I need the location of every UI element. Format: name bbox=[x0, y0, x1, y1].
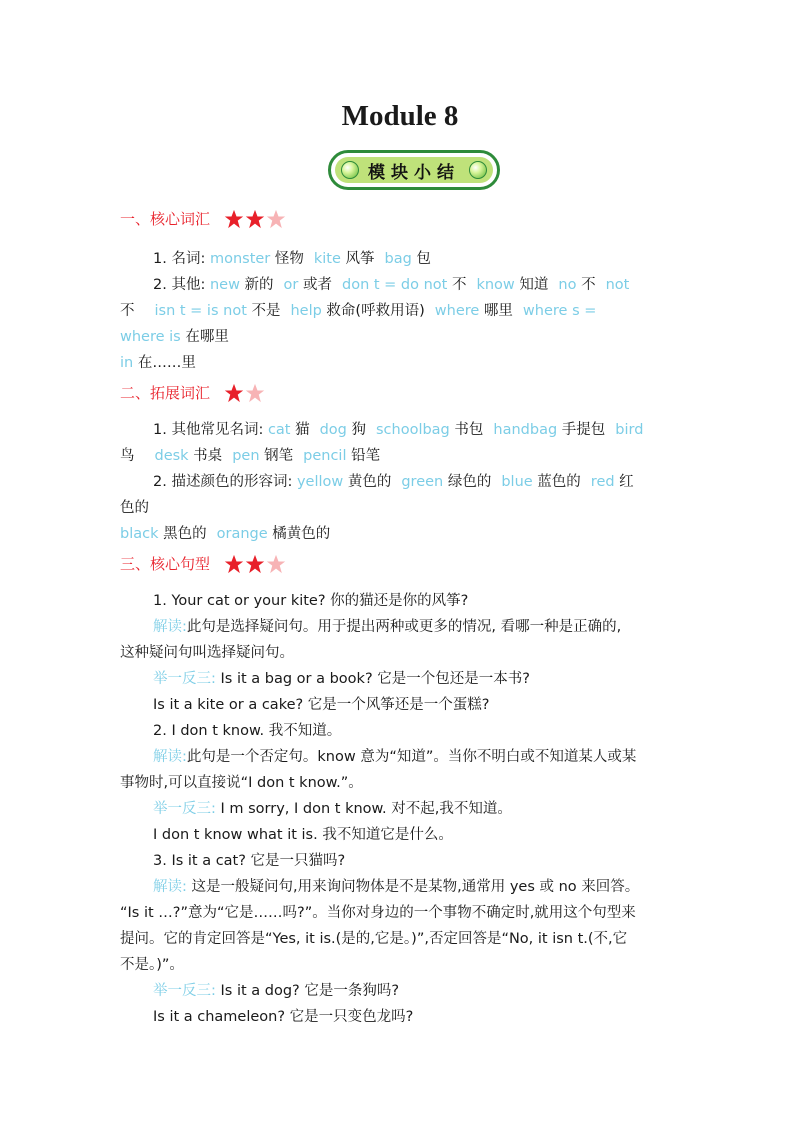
meaning: 黄色的 bbox=[343, 474, 392, 490]
keyword: where bbox=[434, 303, 480, 319]
vocab-line bbox=[120, 417, 680, 443]
item-number: 2. 描述颜色的形容词: bbox=[153, 474, 297, 490]
explanation-line: 不是。)”。 bbox=[120, 957, 184, 973]
keyword: help bbox=[290, 303, 322, 319]
keyword: monster bbox=[209, 251, 271, 267]
section-title: 一、核心词汇 bbox=[120, 210, 211, 228]
explanation-text: 这是一般疑问句,用来询问物体是不是某物,通常用 yes 或 no 来回答。 bbox=[186, 879, 640, 895]
meaning: 救命(呼救用语) bbox=[321, 303, 425, 319]
example-label: 举一反三: bbox=[153, 983, 216, 999]
meaning: 知道 bbox=[514, 277, 549, 293]
keyword: know bbox=[476, 277, 515, 293]
meaning: 或者 bbox=[298, 277, 332, 293]
meaning: 不 bbox=[447, 277, 467, 293]
meaning: 狗 bbox=[346, 422, 366, 438]
keyword: yellow bbox=[296, 474, 344, 490]
example-text: I m sorry, I don t know. 对不起,我不知道。 bbox=[215, 801, 512, 817]
star-rating bbox=[224, 209, 287, 229]
example-line: Is it a kite or a cake? 它是一个风筝还是一个蛋糕? bbox=[153, 697, 490, 713]
keyword: pencil bbox=[303, 448, 347, 464]
vocab-line bbox=[120, 469, 680, 495]
item-number: 1. 名词: bbox=[153, 251, 210, 267]
item-number: 2. 其他: bbox=[153, 277, 210, 293]
star-icon bbox=[224, 383, 244, 403]
keyword: dog bbox=[319, 422, 347, 438]
meaning: 不 bbox=[576, 277, 596, 293]
keyword: bird bbox=[615, 422, 644, 438]
explanation-label: 解读: bbox=[153, 749, 187, 765]
keyword: new bbox=[209, 277, 240, 293]
meaning: 猫 bbox=[290, 422, 310, 438]
section-title: 三、核心句型 bbox=[120, 555, 211, 573]
section-heading-core-vocab bbox=[120, 208, 287, 229]
keyword: handbag bbox=[493, 422, 558, 438]
star-rating bbox=[224, 383, 266, 403]
meaning: 鸟 bbox=[120, 448, 135, 464]
keyword: where s = bbox=[522, 303, 597, 319]
example-line bbox=[120, 666, 680, 692]
keyword: in bbox=[120, 355, 134, 371]
vocab-line bbox=[120, 443, 680, 469]
meaning: 钢笔 bbox=[259, 448, 294, 464]
meaning: 铅笔 bbox=[346, 448, 381, 464]
keyword: or bbox=[283, 277, 299, 293]
example-label: 举一反三: bbox=[153, 801, 216, 817]
keyword: isn t = is not bbox=[154, 303, 247, 319]
explanation-line: 事物时,可以直接说“I don t know.”。 bbox=[120, 775, 363, 791]
meaning: 哪里 bbox=[479, 303, 513, 319]
vocab-line bbox=[120, 298, 680, 324]
core-sentences-block bbox=[120, 588, 680, 1030]
extended-vocab-block bbox=[120, 417, 680, 547]
meaning: 不 bbox=[120, 303, 135, 319]
explanation-line: 这种疑问句叫选择疑问句。 bbox=[120, 645, 294, 661]
keyword: schoolbag bbox=[375, 422, 450, 438]
explanation-label: 解读: bbox=[153, 619, 187, 635]
star-icon bbox=[266, 554, 286, 574]
keyword: where is bbox=[120, 329, 181, 345]
badge-dot-icon bbox=[469, 161, 487, 179]
star-icon bbox=[245, 209, 265, 229]
keyword: red bbox=[590, 474, 615, 490]
star-rating bbox=[224, 554, 287, 574]
vocab-line bbox=[120, 350, 680, 376]
section-heading-extended-vocab bbox=[120, 382, 266, 403]
star-icon bbox=[266, 209, 286, 229]
meaning: 手提包 bbox=[557, 422, 606, 438]
sentence-line: 2. I don t know. 我不知道。 bbox=[153, 723, 342, 739]
vocab-line bbox=[120, 272, 680, 298]
meaning: 黑色的 bbox=[158, 526, 207, 542]
meaning: 书包 bbox=[449, 422, 484, 438]
meaning: 橘黄色的 bbox=[267, 526, 331, 542]
explanation-line bbox=[120, 744, 680, 770]
keyword: green bbox=[401, 474, 444, 490]
example-text: Is it a dog? 它是一条狗吗? bbox=[215, 983, 400, 999]
meaning: 绿色的 bbox=[443, 474, 492, 490]
section-heading-core-sentences bbox=[120, 553, 287, 574]
example-text: Is it a bag or a book? 它是一个包还是一本书? bbox=[215, 671, 530, 687]
sentence-line: 3. Is it a cat? 它是一只猫吗? bbox=[153, 853, 346, 869]
module-summary-badge bbox=[328, 150, 500, 190]
meaning: 不是 bbox=[246, 303, 281, 319]
explanation-line bbox=[120, 614, 680, 640]
vocab-line bbox=[120, 521, 680, 547]
keyword: cat bbox=[267, 422, 291, 438]
meaning: 风筝 bbox=[340, 251, 375, 267]
page-title: Module 8 bbox=[341, 100, 459, 132]
keyword: blue bbox=[501, 474, 533, 490]
example-line bbox=[120, 796, 680, 822]
meaning: 新的 bbox=[239, 277, 274, 293]
meaning: 色的 bbox=[120, 500, 149, 516]
meaning: 书桌 bbox=[188, 448, 223, 464]
vocab-line bbox=[120, 324, 680, 350]
explanation-line: “Is it …?”意为“它是……吗?”。当你对身边的一个事物不确定时,就用这个句型来 bbox=[120, 905, 636, 921]
explanation-text: 此句是一个否定句。know 意为“知道”。当你不明白或不知道某人或某 bbox=[186, 749, 637, 765]
star-icon bbox=[224, 554, 244, 574]
explanation-line bbox=[120, 874, 680, 900]
star-icon bbox=[224, 209, 244, 229]
example-line bbox=[120, 978, 680, 1004]
keyword: orange bbox=[216, 526, 268, 542]
badge-label: 模块小结 bbox=[368, 162, 460, 183]
explanation-text: 此句是选择疑问句。用于提出两种或更多的情况, 看哪一种是正确的, bbox=[186, 619, 622, 635]
example-label: 举一反三: bbox=[153, 671, 216, 687]
example-line: Is it a chameleon? 它是一只变色龙吗? bbox=[153, 1009, 414, 1025]
core-vocab-block bbox=[120, 246, 680, 376]
meaning: 怪物 bbox=[270, 251, 304, 267]
keyword: desk bbox=[154, 448, 189, 464]
keyword: kite bbox=[313, 251, 341, 267]
meaning: 红 bbox=[614, 474, 634, 490]
explanation-label: 解读: bbox=[153, 879, 187, 895]
item-number: 1. 其他常见名词: bbox=[153, 422, 268, 438]
meaning: 包 bbox=[411, 251, 431, 267]
meaning: 在……里 bbox=[133, 355, 196, 371]
keyword: don t = do not bbox=[342, 277, 448, 293]
keyword: not bbox=[605, 277, 630, 293]
keyword: pen bbox=[232, 448, 260, 464]
example-line: I don t know what it is. 我不知道它是什么。 bbox=[153, 827, 453, 843]
star-icon bbox=[245, 554, 265, 574]
explanation-line: 提问。它的肯定回答是“Yes, it is.(是的,它是。)”,否定回答是“No, it isn t.(不,它 bbox=[120, 931, 628, 947]
meaning: 在哪里 bbox=[180, 329, 229, 345]
sentence-line: 1. Your cat or your kite? 你的猫还是你的风筝? bbox=[153, 593, 469, 609]
vocab-line bbox=[120, 246, 680, 272]
keyword: no bbox=[558, 277, 577, 293]
star-icon bbox=[245, 383, 265, 403]
keyword: bag bbox=[384, 251, 412, 267]
section-title: 二、拓展词汇 bbox=[120, 384, 211, 402]
vocab-line bbox=[120, 495, 680, 521]
keyword: black bbox=[120, 526, 159, 542]
badge-dot-icon bbox=[341, 161, 359, 179]
meaning: 蓝色的 bbox=[532, 474, 581, 490]
